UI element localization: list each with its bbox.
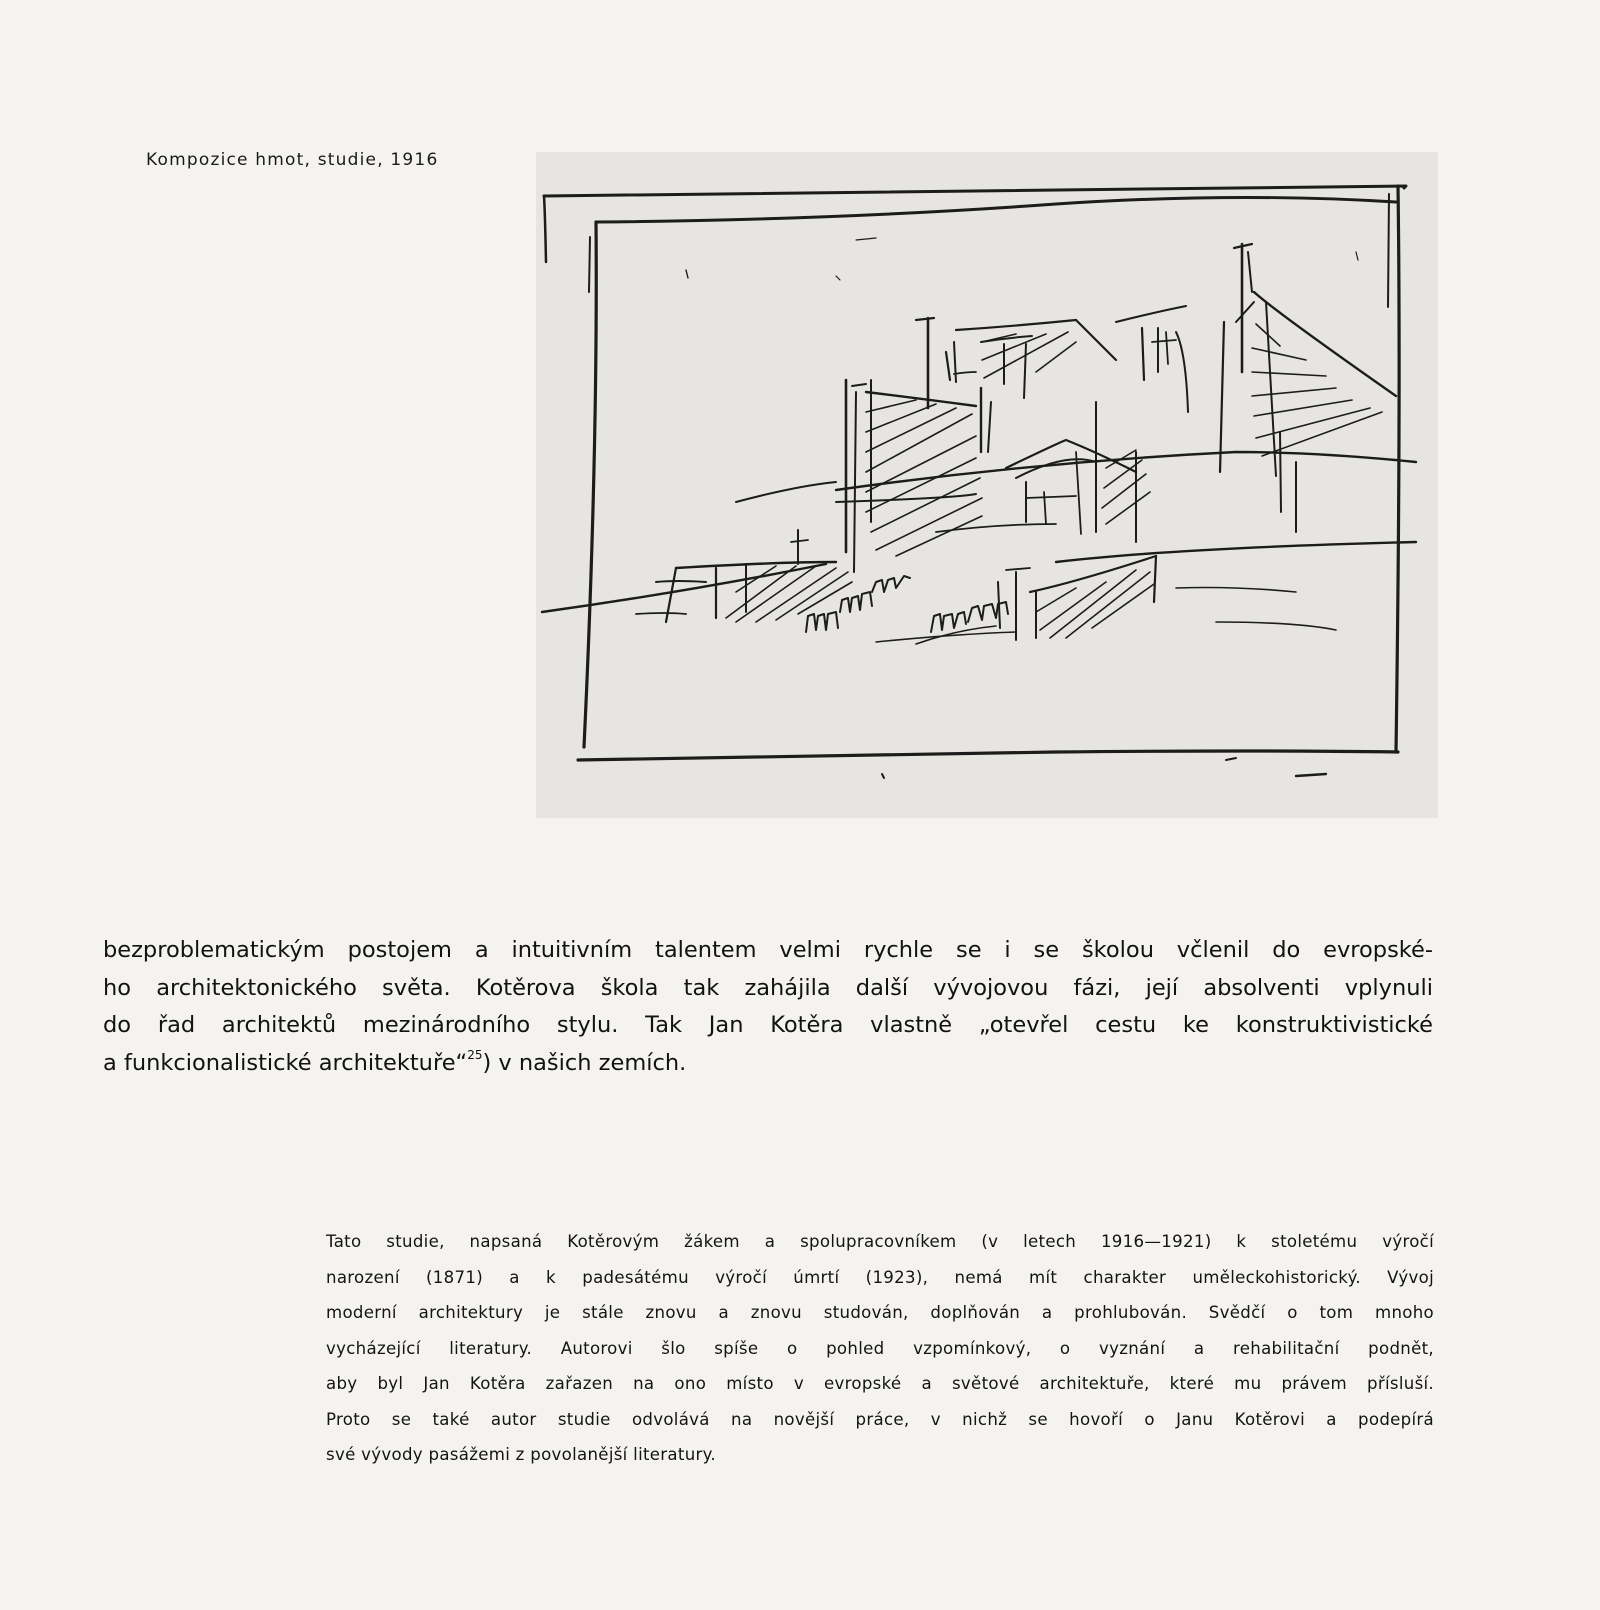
footnote-reference: 25 bbox=[467, 1047, 483, 1062]
figure-caption: Kompozice hmot, studie, 1916 bbox=[146, 150, 439, 170]
paragraph-line: do řad architektů mezinárodního stylu. Tak Jan Kotěra vlastně „otevřel cestu ke konstruktivistické bbox=[103, 1012, 1433, 1038]
note-line: Tato studie, napsaná Kotěrovým žákem a spolupracovníkem (v letech 1916—1921) k stoletému výročí bbox=[326, 1232, 1434, 1251]
paragraph-line-text: a funkcionalistické architektuře“ bbox=[103, 1049, 468, 1076]
note-line: moderní architektury je stále znovu a znovu studován, doplňován a prohlubován. Svědčí o tom mnoho bbox=[326, 1303, 1434, 1322]
note-line: aby byl Jan Kotěra zařazen na ono místo v evropské a světové architektuře, které mu právem přísluší. bbox=[326, 1374, 1434, 1393]
author-note bbox=[326, 1224, 1434, 1473]
note-line: Proto se také autor studie odvolává na novější práce, v nichž se hovoří o Janu Kotěrovi a podepírá bbox=[326, 1409, 1434, 1429]
architectural-sketch bbox=[536, 152, 1438, 818]
note-line: své vývody pasážemi z povolanější literatury. bbox=[326, 1445, 716, 1464]
paragraph-line: ho architektonického světa. Kotěrova škola tak zahájila další vývojovou fázi, její absolventi vplynuli bbox=[103, 974, 1433, 1001]
paragraph-line-text: ) v našich zemích. bbox=[482, 1049, 687, 1076]
sketch-drawing bbox=[536, 152, 1438, 818]
main-paragraph bbox=[103, 932, 1433, 1082]
paragraph-last-line bbox=[103, 1045, 1433, 1083]
paragraph-line: bezproblematickým postojem a intuitivním talentem velmi rychle se i se školou včlenil do evropské- bbox=[103, 937, 1433, 963]
note-line: narození (1871) a k padesátému výročí úmrtí (1923), nemá mít charakter uměleckohistorický. Vývoj bbox=[326, 1267, 1434, 1287]
note-line: vycházející literatury. Autorovi šlo spíše o pohled vzpomínkový, o vyznání a rehabilitační podnět, bbox=[326, 1338, 1434, 1358]
